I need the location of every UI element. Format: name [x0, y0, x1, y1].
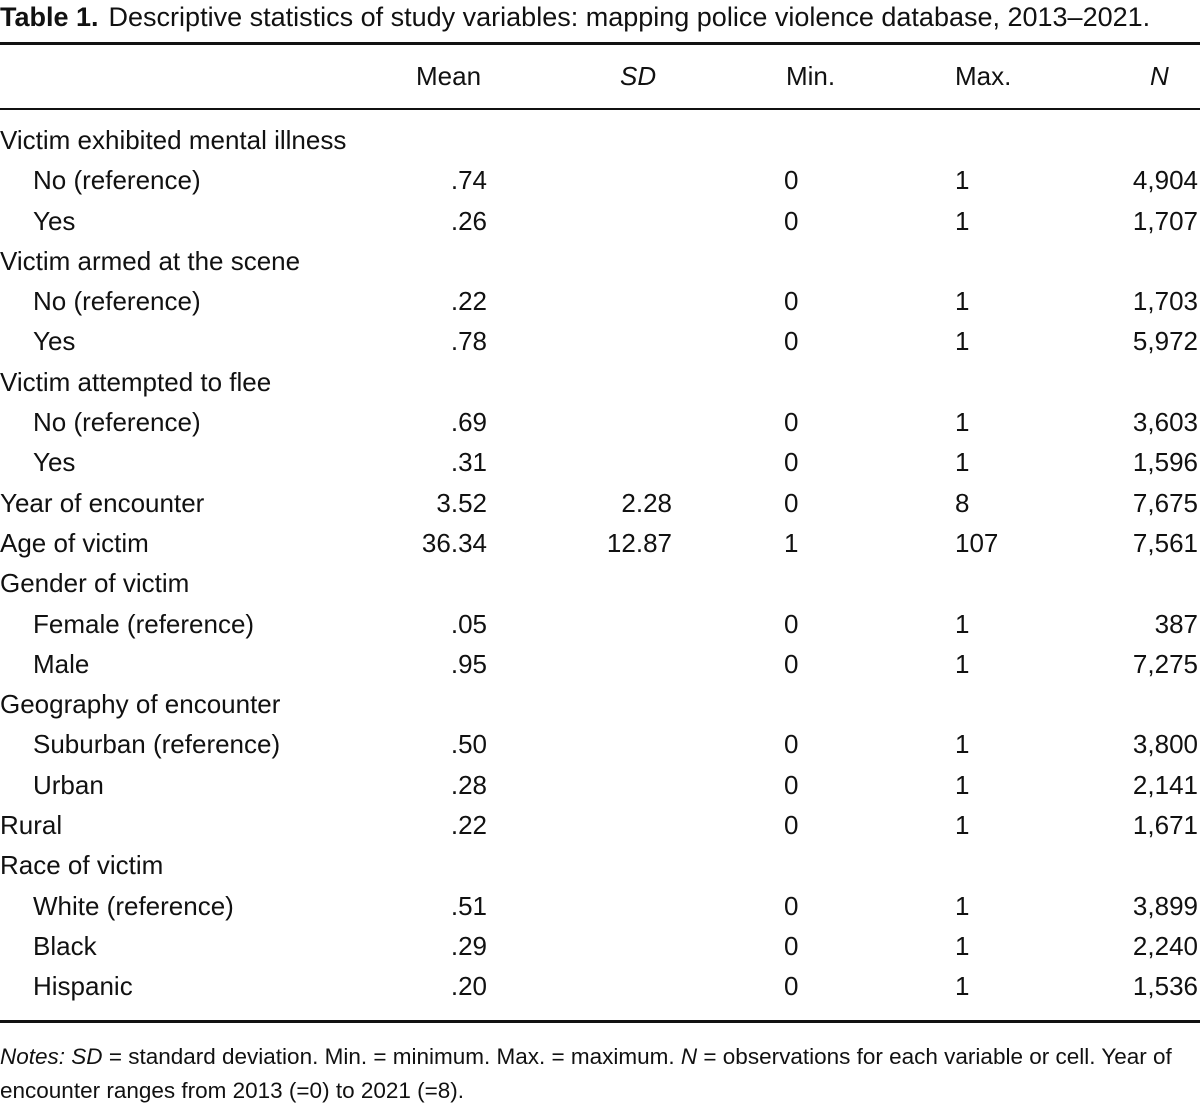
table-row	[0, 805, 1200, 845]
table-row	[0, 160, 1200, 200]
table-cell-label: Victim exhibited mental illness	[0, 125, 347, 155]
table-cell-label: Suburban (reference)	[33, 729, 281, 760]
table-cell-label: No (reference)	[33, 407, 201, 438]
table-cell-n: 1,596	[1132, 447, 1198, 478]
table-cell-max: 1	[955, 930, 970, 961]
table-cell-n: 1,536	[1132, 971, 1198, 1002]
table-cell-min: 0	[784, 487, 799, 518]
table-bottom-rule	[0, 1020, 1200, 1023]
table-cell-n: 7,675	[1132, 487, 1198, 518]
table-cell-min: 0	[784, 810, 799, 841]
table-cell-label: Urban	[33, 769, 104, 800]
column-header-min: Min.	[786, 61, 836, 91]
notes-sd-definition: = standard deviation. Min. = minimum. Max. = maximum.	[102, 1044, 681, 1069]
table-cell-label: Victim attempted to flee	[0, 366, 272, 397]
table-cell-mean: .69	[450, 407, 487, 438]
table-row	[0, 845, 1200, 885]
table-cell-label: Male	[33, 648, 90, 679]
table-cell-label: Yes	[33, 205, 76, 236]
table-cell-min: 0	[784, 971, 799, 1002]
table-row	[0, 402, 1200, 442]
table-cell-min: 0	[784, 205, 799, 236]
table-cell-label: No (reference)	[33, 165, 201, 196]
table-cell-max: 1	[955, 205, 970, 236]
table-cell-max: 1	[955, 971, 970, 1002]
table-cell-max: 1	[955, 810, 970, 841]
table-cell-n: 3,800	[1132, 729, 1198, 760]
table-cell-max: 1	[955, 769, 970, 800]
table-row	[0, 120, 1200, 160]
table-row	[0, 483, 1200, 523]
table-cell-n: 4,904	[1132, 165, 1198, 196]
table-cell-mean: .28	[450, 769, 487, 800]
column-header-max: Max.	[955, 61, 1012, 91]
table-cell-max: 1	[955, 326, 970, 357]
table-cell-n: 7,561	[1132, 527, 1198, 558]
table-cell-label: Age of victim	[0, 527, 149, 558]
table-row	[0, 684, 1200, 724]
table-cell-mean: .31	[450, 447, 487, 478]
table-cell-label: White (reference)	[33, 890, 234, 921]
table-cell-label: Rural	[0, 810, 63, 841]
table-header-rule	[0, 108, 1200, 110]
table-cell-n: 5,972	[1132, 326, 1198, 357]
table-cell-max: 1	[955, 729, 970, 760]
table-cell-min: 0	[784, 769, 799, 800]
table-row	[0, 201, 1200, 241]
table-row	[0, 321, 1200, 361]
table-row	[0, 523, 1200, 563]
table-cell-n: 7,275	[1132, 648, 1198, 679]
table-cell-mean: 3.52	[436, 487, 487, 518]
table-cell-label: Geography of encounter	[0, 689, 281, 720]
table-cell-max: 1	[955, 286, 970, 317]
table-row	[0, 362, 1200, 402]
table-cell-mean: .26	[450, 205, 487, 236]
table-row	[0, 926, 1200, 966]
table-caption-label: Table 1.	[0, 2, 99, 32]
table-cell-mean: .22	[450, 810, 487, 841]
notes-n-definition: = observations for each variable or cell. Year of encounter ranges from 2013 (=0) to 2021 (=8).	[0, 1044, 1172, 1103]
table-cell-label: Black	[33, 930, 97, 961]
table-cell-max: 107	[955, 527, 999, 558]
table-cell-mean: .05	[450, 608, 487, 639]
table-cell-label: Hispanic	[33, 971, 133, 1002]
table-cell-mean: .95	[450, 648, 487, 679]
table-cell-max: 8	[955, 487, 970, 518]
table-cell-max: 1	[955, 608, 970, 639]
table-row	[0, 604, 1200, 644]
table-cell-sd: 2.28	[621, 487, 672, 518]
table-cell-min: 0	[784, 930, 799, 961]
table-caption	[0, 2, 1200, 40]
table-cell-n: 1,707	[1132, 205, 1198, 236]
table-cell-min: 0	[784, 648, 799, 679]
table-cell-n: 387	[1154, 608, 1198, 639]
table-cell-label: Gender of victim	[0, 568, 190, 599]
column-header-n: N	[1150, 61, 1169, 91]
table-cell-label: Yes	[33, 447, 76, 478]
table-cell-n: 3,899	[1132, 890, 1198, 921]
table-top-rule	[0, 42, 1200, 45]
table-cell-min: 0	[784, 326, 799, 357]
table-cell-max: 1	[955, 165, 970, 196]
table-cell-max: 1	[955, 890, 970, 921]
table-cell-n: 1,671	[1132, 810, 1198, 841]
notes-sd-term: SD	[71, 1044, 103, 1069]
table-cell-n: 3,603	[1132, 407, 1198, 438]
notes-label: Notes:	[0, 1044, 66, 1069]
table-row	[0, 563, 1200, 603]
table-cell-mean: .78	[450, 326, 487, 357]
table-notes	[0, 1040, 1195, 1108]
table-body	[0, 120, 1200, 1007]
table-cell-min: 0	[784, 286, 799, 317]
table-cell-label: Race of victim	[0, 850, 164, 881]
table-cell-mean: .50	[450, 729, 487, 760]
table-row	[0, 241, 1200, 281]
table-row	[0, 281, 1200, 321]
table-cell-mean: .29	[450, 930, 487, 961]
table-cell-mean: .74	[450, 165, 487, 196]
table-cell-sd: 12.87	[606, 527, 672, 558]
table-cell-max: 1	[955, 648, 970, 679]
table-row	[0, 724, 1200, 764]
table-cell-label: No (reference)	[33, 286, 201, 317]
table-header-row	[0, 56, 1200, 96]
table-cell-mean: .51	[450, 890, 487, 921]
table-cell-min: 0	[784, 608, 799, 639]
table-cell-label: Yes	[33, 326, 76, 357]
table-cell-mean: .20	[450, 971, 487, 1002]
column-header-mean: Mean	[416, 61, 482, 91]
table-cell-n: 2,240	[1132, 930, 1198, 961]
table-cell-mean: .22	[450, 286, 487, 317]
table-cell-max: 1	[955, 447, 970, 478]
column-header-sd: SD	[620, 61, 657, 91]
table-cell-label: Victim armed at the scene	[0, 245, 301, 276]
table-cell-label: Female (reference)	[33, 608, 255, 639]
table-cell-min: 0	[784, 407, 799, 438]
table-row	[0, 966, 1200, 1006]
table-cell-mean: 36.34	[421, 527, 487, 558]
table-cell-max: 1	[955, 407, 970, 438]
table-row	[0, 644, 1200, 684]
table-cell-n: 1,703	[1132, 286, 1198, 317]
table-row	[0, 442, 1200, 482]
table-cell-label: Year of encounter	[0, 487, 205, 518]
notes-n-term: N	[680, 1044, 698, 1069]
table-cell-min: 0	[784, 890, 799, 921]
table-cell-n: 2,141	[1132, 769, 1198, 800]
table-cell-min: 1	[784, 527, 799, 558]
table-cell-min: 0	[784, 729, 799, 760]
table-row	[0, 886, 1200, 926]
table-cell-min: 0	[784, 165, 799, 196]
table-row	[0, 765, 1200, 805]
table-caption-text: Descriptive statistics of study variables: mapping police violence database, 2013–2021.	[108, 2, 1151, 32]
table-cell-min: 0	[784, 447, 799, 478]
